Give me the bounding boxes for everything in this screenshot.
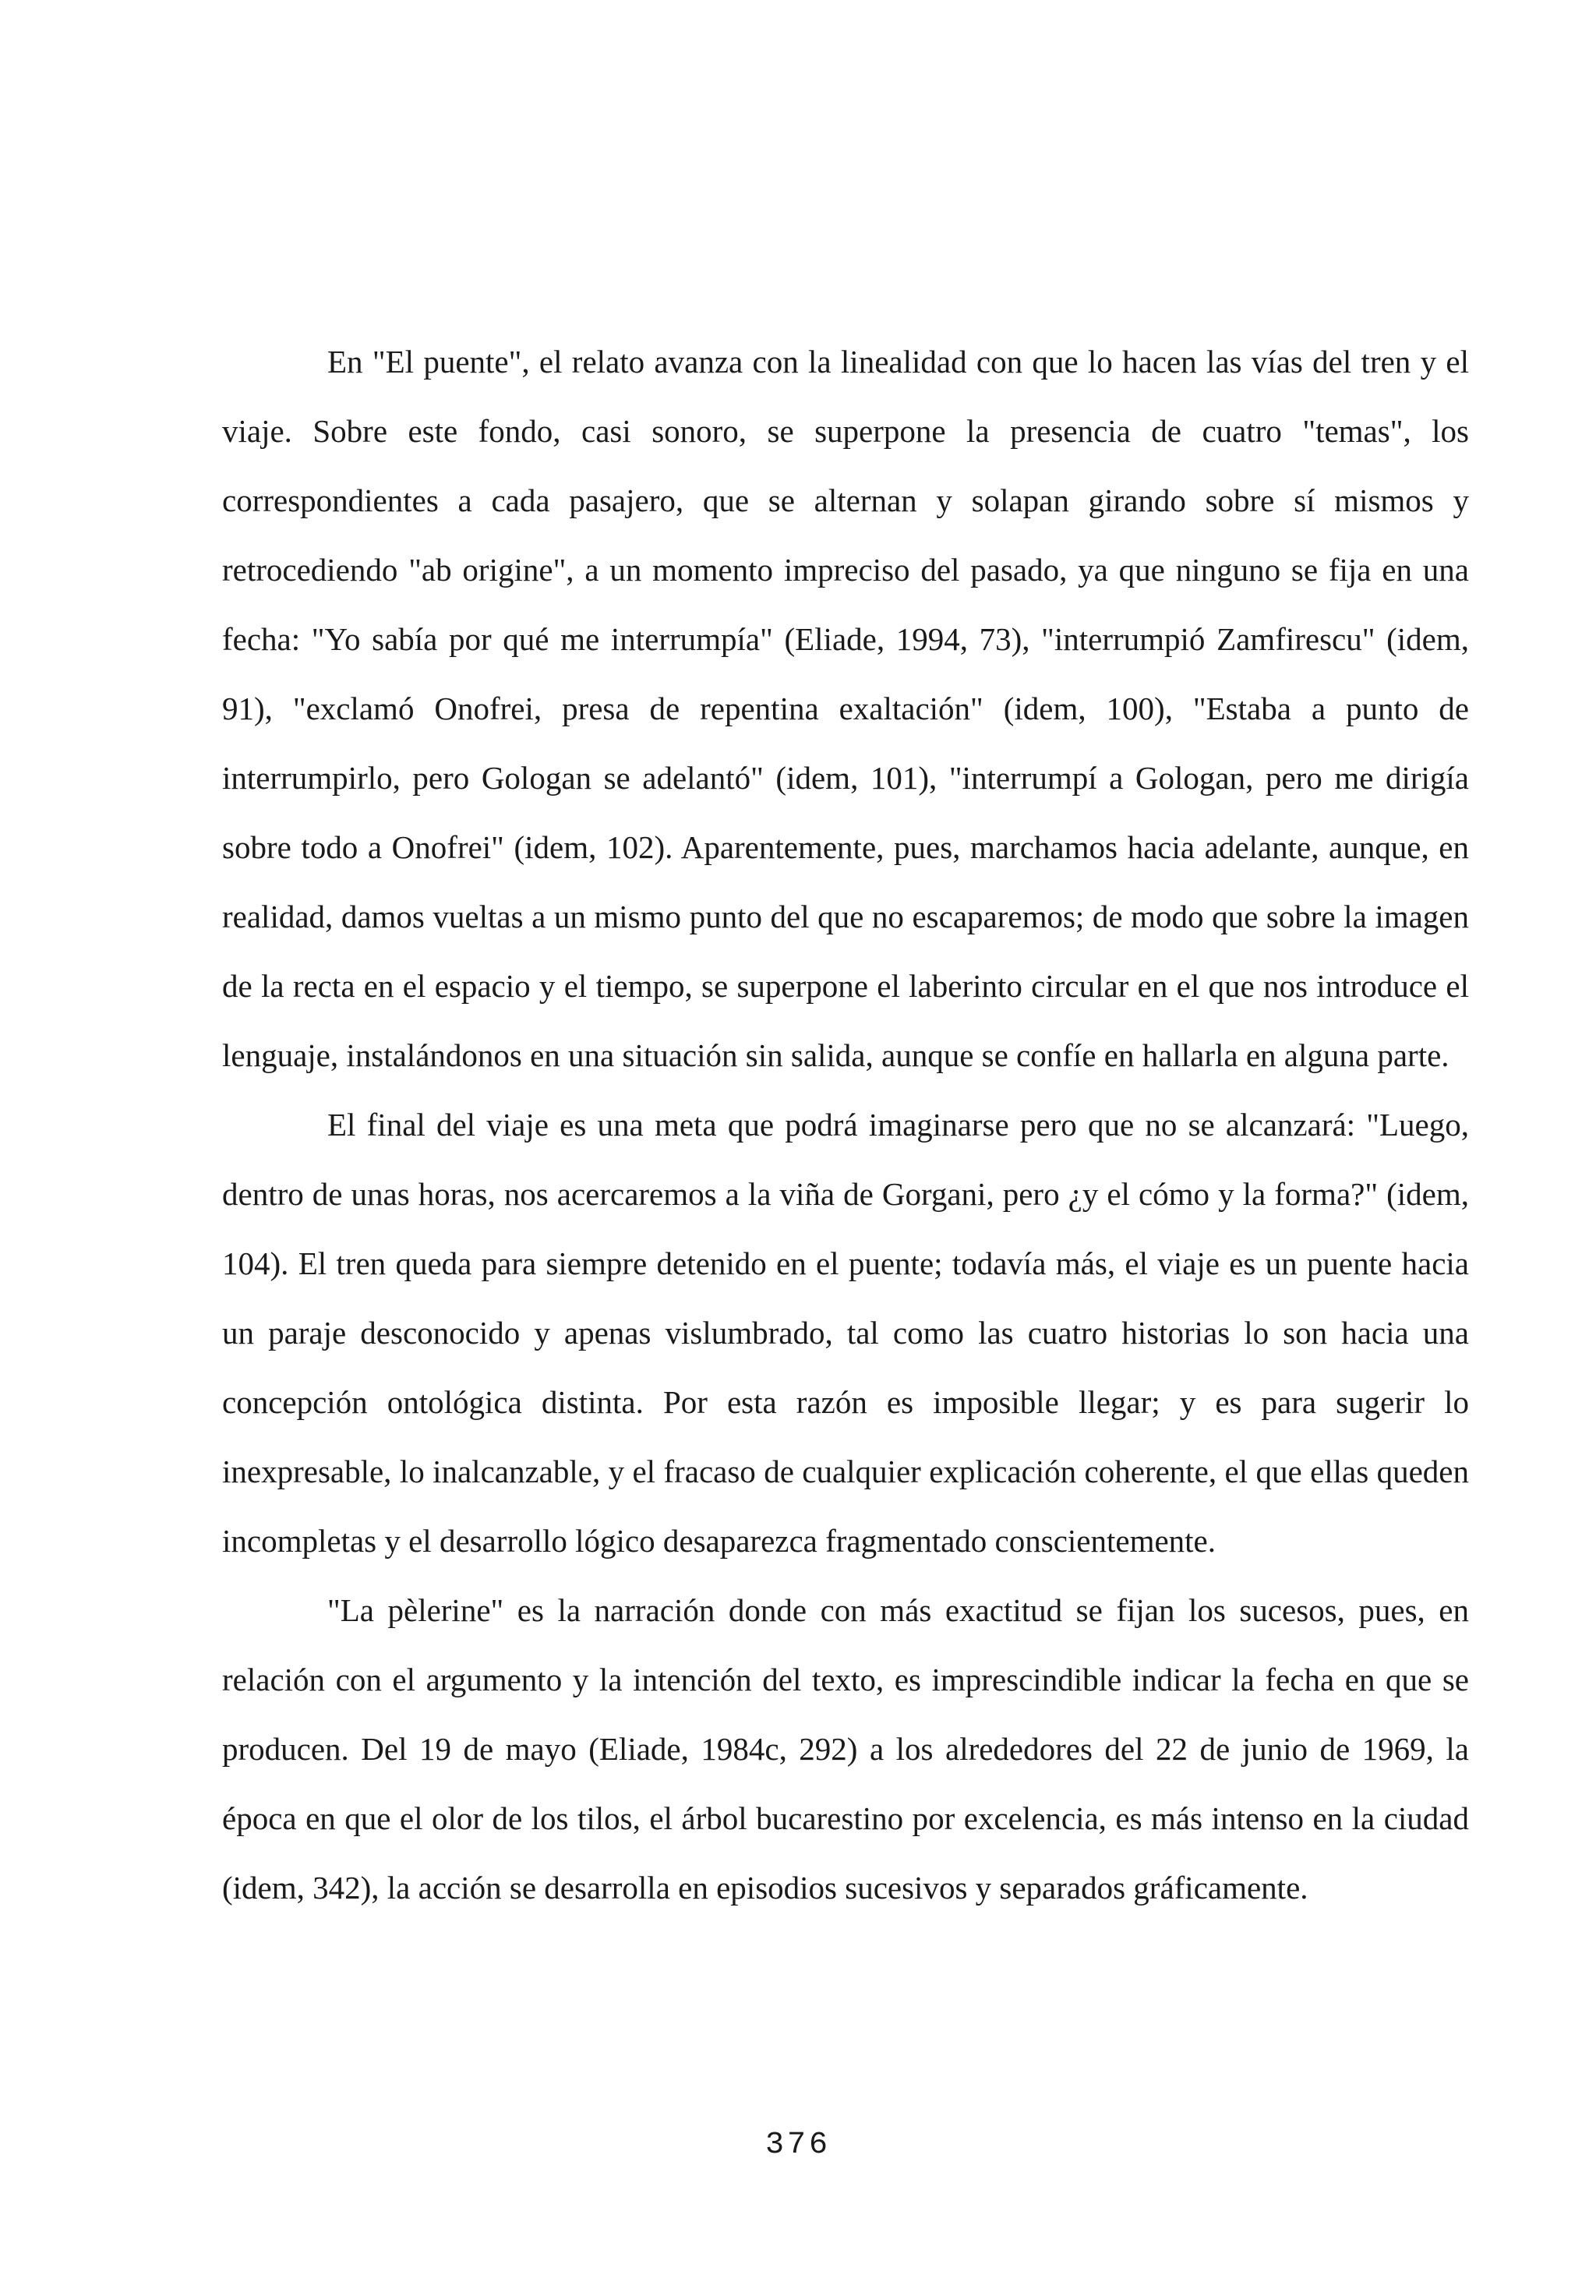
body-text [222,327,1469,1923]
paragraph-1: En "El puente", el relato avanza con la linealidad con que lo hacen las vías del tren y el viaje. Sobre este fondo, casi sonoro, se superpone la presencia de cuatro "temas", los correspondientes a cada pasajero, que se alternan y solapan girando sobre sí mismos y retrocediendo "ab origine", a un momento impreciso del pasado, ya que ninguno se fija en una fecha: "Yo sabía por qué me interrumpía" (Eliade, 1994, 73), "interrumpió Zamfirescu" (idem, 91), "exclamó Onofrei, presa de repentina exaltación" (idem, 100), "Estaba a punto de interrumpirlo, pero Gologan se adelantó" (idem, 101), "interrumpí a Gologan, pero me dirigía sobre todo a Onofrei" (idem, 102). Aparentemente, pues, marchamos hacia adelante, aunque, en realidad, damos vueltas a un mismo punto del que no escaparemos; de modo que sobre la imagen de la recta en el espacio y el tiempo, se superpone el laberinto circular en el que nos introduce el lenguaje, instalándonos en una situación sin salida, aunque se confíe en hallarla en alguna parte. [222,344,1469,1073]
page-number: 376 [764,2128,831,2163]
paragraph-3: "La pèlerine" es la narración donde con más exactitud se fijan los sucesos, pues, en relación con el argumento y la intención del texto, es imprescindible indicar la fecha en que se producen. Del 19 de mayo (Eliade, 1984c, 292) a los alrededores del 22 de junio de 1969, la época en que el olor de los tilos, el árbol bucarestino por excelencia, es más intenso en la ciudad (idem, 342), la acción se desarrolla en episodios sucesivos y separados gráficamente. [222,1592,1469,1906]
paragraph-2: El final del viaje es una meta que podrá imaginarse pero que no se alcanzará: "Luego, dentro de unas horas, nos acercaremos a la viña de Gorgani, pero ¿y el cómo y la forma?" (idem, 104). El tren queda para siempre detenido en el puente; todavía más, el viaje es un puente hacia un paraje desconocido y apenas vislumbrado, tal como las cuatro historias lo son hacia una concepción ontológica distinta. Por esta razón es imposible llegar; y es para sugerir lo inexpresable, lo inalcanzable, y el fracaso de cualquier explicación coherente, el que ellas queden incompletas y el desarrollo lógico desaparezca fragmentado conscientemente. [222,1107,1469,1559]
